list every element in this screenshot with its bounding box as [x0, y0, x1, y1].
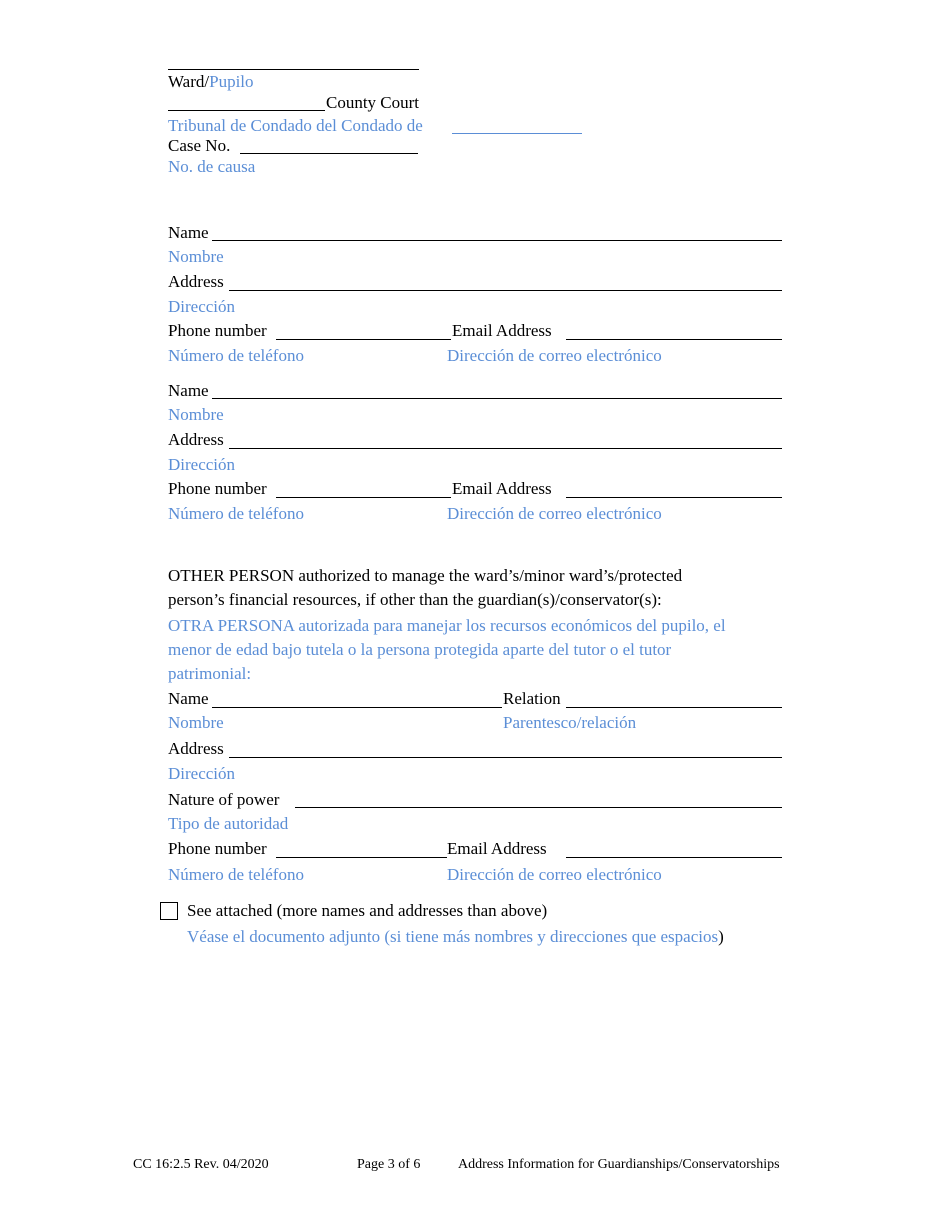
- person2-email-label-es: Dirección de correo electrónico: [447, 504, 662, 523]
- see-attached-label-es-close: ): [718, 927, 724, 946]
- other-power-label: Nature of power: [168, 790, 280, 809]
- see-attached-label-es-wrap: [187, 927, 724, 947]
- other-person-intro-es-2: menor de edad bajo tutela o la persona protegida aparte del tutor o el tutor: [168, 640, 672, 659]
- footer-form-title: Address Information for Guardianships/Conservatorships: [458, 1157, 780, 1172]
- see-attached-label: See attached (more names and addresses than above): [187, 901, 548, 920]
- other-power-line[interactable]: [295, 807, 782, 808]
- other-name-label-es: Nombre: [168, 713, 224, 732]
- person2-address-line[interactable]: [229, 448, 782, 449]
- person2-email-line[interactable]: [566, 497, 782, 498]
- person1-address-label-es: Dirección: [168, 297, 236, 316]
- person2-email-label: Email Address: [452, 479, 552, 498]
- other-email-label: Email Address: [447, 839, 547, 858]
- person2-name-label-es: Nombre: [168, 405, 224, 424]
- ward-label: [168, 72, 254, 92]
- person1-email-label: Email Address: [452, 321, 552, 340]
- ward-name-line[interactable]: [168, 69, 419, 70]
- other-address-line[interactable]: [229, 757, 782, 758]
- other-relation-label-es: Parentesco/relación: [503, 713, 637, 732]
- other-email-label-es: Dirección de correo electrónico: [447, 865, 662, 884]
- county-court-label-es: Tribunal de Condado del Condado de: [168, 116, 423, 135]
- person1-name-label: Name: [168, 223, 209, 242]
- case-no-label-es: No. de causa: [168, 157, 256, 176]
- person1-name-line[interactable]: [212, 240, 782, 241]
- other-phone-line[interactable]: [276, 857, 447, 858]
- person2-address-label: Address: [168, 430, 224, 449]
- person1-address-label: Address: [168, 272, 224, 291]
- other-person-intro-en-2: person’s financial resources, if other than the guardian(s)/conservator(s):: [168, 590, 662, 609]
- person2-phone-label-es: Número de teléfono: [168, 504, 304, 523]
- person1-email-line[interactable]: [566, 339, 782, 340]
- person2-name-line[interactable]: [212, 398, 782, 399]
- other-power-label-es: Tipo de autoridad: [168, 814, 289, 833]
- other-phone-label: Phone number: [168, 839, 267, 858]
- footer-form-code: CC 16:2.5 Rev. 04/2020: [133, 1157, 269, 1172]
- case-no-line[interactable]: [240, 153, 418, 154]
- person1-email-label-es: Dirección de correo electrónico: [447, 346, 662, 365]
- county-court-label: County Court: [326, 93, 420, 112]
- case-no-label: Case No.: [168, 136, 231, 155]
- person1-name-label-es: Nombre: [168, 247, 224, 266]
- other-person-intro-en-1: OTHER PERSON authorized to manage the ward’s/minor ward’s/protected: [168, 566, 683, 585]
- see-attached-label-es: Véase el documento adjunto (si tiene más nombres y direcciones que espacios: [187, 927, 719, 946]
- person2-address-label-es: Dirección: [168, 455, 236, 474]
- other-name-label: Name: [168, 689, 209, 708]
- county-name-line-es[interactable]: [452, 133, 582, 134]
- other-name-line[interactable]: [212, 707, 502, 708]
- footer-page-number: Page 3 of 6: [357, 1157, 421, 1172]
- person2-phone-label: Phone number: [168, 479, 267, 498]
- person1-phone-label: Phone number: [168, 321, 267, 340]
- county-name-line[interactable]: [168, 110, 325, 111]
- ward-label-en: Ward/: [168, 72, 210, 91]
- person2-phone-line[interactable]: [276, 497, 451, 498]
- other-relation-label: Relation: [503, 689, 561, 708]
- person1-address-line[interactable]: [229, 290, 782, 291]
- person2-name-label: Name: [168, 381, 209, 400]
- see-attached-checkbox[interactable]: [160, 902, 178, 920]
- other-person-intro-es-1: OTRA PERSONA autorizada para manejar los recursos económicos del pupilo, el: [168, 616, 726, 635]
- ward-label-es: Pupilo: [209, 72, 254, 91]
- other-phone-label-es: Número de teléfono: [168, 865, 304, 884]
- other-person-intro-es-3: patrimonial:: [168, 664, 252, 683]
- person1-phone-line[interactable]: [276, 339, 451, 340]
- other-relation-line[interactable]: [566, 707, 782, 708]
- other-email-line[interactable]: [566, 857, 782, 858]
- other-address-label: Address: [168, 739, 224, 758]
- person1-phone-label-es: Número de teléfono: [168, 346, 304, 365]
- other-address-label-es: Dirección: [168, 764, 236, 783]
